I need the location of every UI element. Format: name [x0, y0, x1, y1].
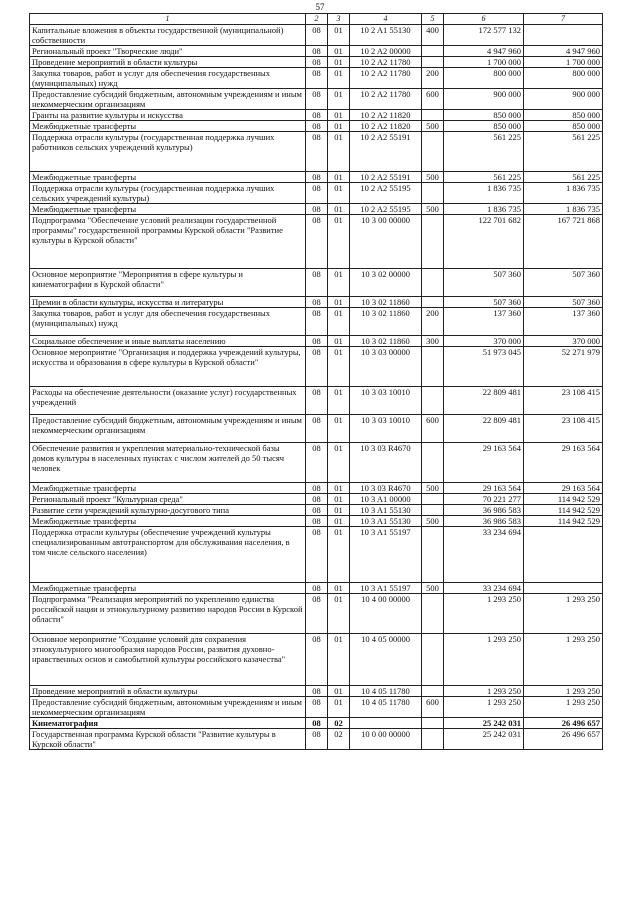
row-subsection: 01: [328, 68, 350, 89]
row-amount-2: 900 000: [524, 89, 603, 110]
row-section: 08: [306, 594, 328, 634]
row-name: Предоставление субсидий бюджетным, автономным учреждениям и иным некоммерческим организациям: [30, 415, 306, 443]
row-section: 08: [306, 527, 328, 583]
row-amount-2: 23 108 415: [524, 415, 603, 443]
row-section: 08: [306, 494, 328, 505]
table-row: [30, 308, 603, 336]
row-name: Обеспечение развития и укрепления материально-технической базы домов культуры в населенных пунктах с числом жителей до 50 тысяч человек: [30, 443, 306, 483]
row-amount-1: 1 836 735: [444, 204, 524, 215]
table-row: [30, 132, 603, 172]
row-amount-2: 137 360: [524, 308, 603, 336]
row-amount-1: 33 234 694: [444, 583, 524, 594]
row-name: Предоставление субсидий бюджетным, автономным учреждениям и иным некоммерческим организациям: [30, 89, 306, 110]
row-name: Межбюджетные трансферты: [30, 121, 306, 132]
row-subsection: 01: [328, 527, 350, 583]
col-header-target-article: 4: [350, 14, 422, 25]
row-expense-type: [422, 686, 444, 697]
row-section: 08: [306, 336, 328, 347]
row-name: Развитие сети учреждений культурно-досугового типа: [30, 505, 306, 516]
row-target-article: 10 3 03 10010: [350, 415, 422, 443]
row-section: 08: [306, 415, 328, 443]
row-amount-2: 507 360: [524, 297, 603, 308]
table-row: [30, 297, 603, 308]
table-row: [30, 415, 603, 443]
row-amount-1: 22 809 481: [444, 387, 524, 415]
table-row: [30, 729, 603, 750]
row-name: Межбюджетные трансферты: [30, 172, 306, 183]
row-amount-2: 370 000: [524, 336, 603, 347]
row-amount-2: 561 225: [524, 132, 603, 172]
col-header-amount-2: 7: [524, 14, 603, 25]
row-amount-1: 850 000: [444, 110, 524, 121]
row-subsection: 01: [328, 183, 350, 204]
row-expense-type: 600: [422, 89, 444, 110]
row-amount-2: 114 942 529: [524, 516, 603, 527]
row-expense-type: [422, 297, 444, 308]
row-amount-1: 1 700 000: [444, 57, 524, 68]
row-amount-2: 1 293 250: [524, 686, 603, 697]
row-expense-type: [422, 46, 444, 57]
row-name: Поддержка отрасли культуры (государственная поддержка лучших сельских учреждений культуры): [30, 183, 306, 204]
row-section: 08: [306, 172, 328, 183]
row-amount-1: 850 000: [444, 121, 524, 132]
row-amount-2: 507 360: [524, 269, 603, 297]
row-subsection: 01: [328, 505, 350, 516]
row-subsection: 01: [328, 110, 350, 121]
row-subsection: 02: [328, 718, 350, 729]
row-section: 08: [306, 204, 328, 215]
row-name: Расходы на обеспечение деятельности (оказание услуг) государственных учреждений: [30, 387, 306, 415]
row-target-article: 10 2 A2 11780: [350, 68, 422, 89]
row-subsection: 01: [328, 387, 350, 415]
row-subsection: 01: [328, 204, 350, 215]
row-amount-1: 22 809 481: [444, 415, 524, 443]
table-row: [30, 110, 603, 121]
row-target-article: 10 3 A1 55130: [350, 505, 422, 516]
row-amount-1: 507 360: [444, 297, 524, 308]
row-section: 08: [306, 347, 328, 387]
row-target-article: 10 2 A2 00000: [350, 46, 422, 57]
row-expense-type: [422, 594, 444, 634]
row-amount-1: 561 225: [444, 132, 524, 172]
row-expense-type: 500: [422, 483, 444, 494]
row-section: 08: [306, 583, 328, 594]
row-target-article: 10 3 A1 55197: [350, 583, 422, 594]
row-name: Государственная программа Курской области "Развитие культуры в Курской области": [30, 729, 306, 750]
col-header-section: 2: [306, 14, 328, 25]
row-expense-type: 500: [422, 172, 444, 183]
table-row: [30, 718, 603, 729]
row-amount-1: 137 360: [444, 308, 524, 336]
row-amount-2: 850 000: [524, 110, 603, 121]
table-row: [30, 269, 603, 297]
row-section: 08: [306, 215, 328, 269]
row-target-article: 10 2 A2 55195: [350, 183, 422, 204]
row-target-article: 10 3 02 00000: [350, 269, 422, 297]
row-subsection: 01: [328, 583, 350, 594]
row-name: Подпрограмма "Реализация мероприятий по укреплению единства российской нации и этнокультурному развитию народов России в Курской области": [30, 594, 306, 634]
row-name: Поддержка отрасли культуры (обеспечение учреждений культуры специализированным автотранспортом для обслуживания населения, в том числе сельского населения): [30, 527, 306, 583]
row-target-article: 10 3 02 11860: [350, 297, 422, 308]
row-name: Закупка товаров, работ и услуг для обеспечения государственных (муниципальных) нужд: [30, 308, 306, 336]
col-header-expense-type: 5: [422, 14, 444, 25]
row-name: Капитальные вложения в объекты государственной (муниципальной) собственности: [30, 25, 306, 46]
row-amount-2: 26 496 657: [524, 729, 603, 750]
row-name: Межбюджетные трансферты: [30, 583, 306, 594]
row-amount-2: 1 700 000: [524, 57, 603, 68]
table-row: [30, 594, 603, 634]
row-amount-2: [524, 527, 603, 583]
table-row: [30, 46, 603, 57]
row-target-article: 10 3 03 10010: [350, 387, 422, 415]
row-subsection: 01: [328, 594, 350, 634]
table-row: [30, 583, 603, 594]
row-subsection: 01: [328, 89, 350, 110]
row-amount-2: 114 942 529: [524, 494, 603, 505]
row-amount-1: 36 986 583: [444, 516, 524, 527]
table-row: [30, 172, 603, 183]
row-section: 08: [306, 634, 328, 686]
row-subsection: 01: [328, 121, 350, 132]
row-subsection: 01: [328, 415, 350, 443]
row-amount-1: 51 973 045: [444, 347, 524, 387]
row-expense-type: [422, 110, 444, 121]
row-subsection: 01: [328, 347, 350, 387]
row-amount-1: 29 163 564: [444, 483, 524, 494]
row-subsection: 01: [328, 132, 350, 172]
row-subsection: 01: [328, 494, 350, 505]
row-target-article: 10 3 03 R4670: [350, 443, 422, 483]
row-name: Гранты на развитие культуры и искусства: [30, 110, 306, 121]
row-section: 08: [306, 718, 328, 729]
row-expense-type: 600: [422, 415, 444, 443]
row-amount-1: 507 360: [444, 269, 524, 297]
row-target-article: 10 3 A1 55130: [350, 516, 422, 527]
row-target-article: 10 3 03 00000: [350, 347, 422, 387]
row-subsection: 01: [328, 46, 350, 57]
row-target-article: 10 4 05 11780: [350, 686, 422, 697]
row-amount-1: 1 293 250: [444, 594, 524, 634]
row-amount-1: 1 293 250: [444, 686, 524, 697]
row-target-article: 10 3 00 00000: [350, 215, 422, 269]
row-expense-type: [422, 347, 444, 387]
row-amount-1: 1 293 250: [444, 697, 524, 718]
row-name: Проведение мероприятий в области культуры: [30, 686, 306, 697]
row-target-article: 10 4 05 00000: [350, 634, 422, 686]
row-section: 08: [306, 46, 328, 57]
budget-table: [29, 13, 603, 750]
row-expense-type: [422, 634, 444, 686]
table-row: [30, 697, 603, 718]
row-amount-2: 52 271 979: [524, 347, 603, 387]
row-subsection: 01: [328, 686, 350, 697]
row-amount-2: 1 293 250: [524, 634, 603, 686]
row-section: 08: [306, 686, 328, 697]
row-section: 08: [306, 57, 328, 68]
table-row: [30, 387, 603, 415]
row-expense-type: 500: [422, 516, 444, 527]
table-row: [30, 483, 603, 494]
row-amount-1: 172 577 132: [444, 25, 524, 46]
table-row: [30, 183, 603, 204]
row-section: 08: [306, 269, 328, 297]
row-expense-type: [422, 718, 444, 729]
table-row: [30, 25, 603, 46]
row-section: 08: [306, 387, 328, 415]
row-amount-2: 167 721 868: [524, 215, 603, 269]
row-amount-2: [524, 25, 603, 46]
table-row: [30, 215, 603, 269]
row-amount-2: [524, 583, 603, 594]
row-section: 08: [306, 729, 328, 750]
table-row: [30, 347, 603, 387]
table-row: [30, 634, 603, 686]
row-name: Основное мероприятие "Мероприятия в сфере культуры и кинематографии в Курской области": [30, 269, 306, 297]
row-name: Поддержка отрасли культуры (государственная поддержка лучших работников сельских учреждений культуры): [30, 132, 306, 172]
row-target-article: [350, 718, 422, 729]
row-expense-type: [422, 183, 444, 204]
row-amount-1: 561 225: [444, 172, 524, 183]
row-section: 08: [306, 89, 328, 110]
table-header-row: [30, 14, 603, 25]
row-expense-type: 200: [422, 68, 444, 89]
row-subsection: 01: [328, 269, 350, 297]
row-subsection: 01: [328, 634, 350, 686]
row-target-article: 10 3 A1 00000: [350, 494, 422, 505]
table-row: [30, 443, 603, 483]
row-section: 08: [306, 68, 328, 89]
row-amount-2: 1 836 735: [524, 183, 603, 204]
table-row: [30, 68, 603, 89]
row-target-article: 10 2 A1 55130: [350, 25, 422, 46]
row-section: 08: [306, 110, 328, 121]
row-name: Предоставление субсидий бюджетным, автономным учреждениям и иным некоммерческим организациям: [30, 697, 306, 718]
row-expense-type: [422, 443, 444, 483]
col-header-name: 1: [30, 14, 306, 25]
row-amount-2: 850 000: [524, 121, 603, 132]
row-name: Социальное обеспечение и иные выплаты населению: [30, 336, 306, 347]
table-row: [30, 505, 603, 516]
row-amount-2: 114 942 529: [524, 505, 603, 516]
row-section: 08: [306, 443, 328, 483]
row-subsection: 01: [328, 336, 350, 347]
row-target-article: 10 3 A1 55197: [350, 527, 422, 583]
row-target-article: 10 3 02 11860: [350, 336, 422, 347]
table-row: [30, 527, 603, 583]
row-section: 08: [306, 297, 328, 308]
row-section: 08: [306, 483, 328, 494]
table-row: [30, 686, 603, 697]
row-expense-type: [422, 527, 444, 583]
row-amount-1: 25 242 031: [444, 718, 524, 729]
table-row: [30, 57, 603, 68]
table-row: [30, 89, 603, 110]
row-amount-1: 122 701 682: [444, 215, 524, 269]
row-amount-1: 800 000: [444, 68, 524, 89]
row-subsection: 01: [328, 308, 350, 336]
row-amount-2: 1 836 735: [524, 204, 603, 215]
row-name: Премии в области культуры, искусства и литературы: [30, 297, 306, 308]
row-name: Основное мероприятие "Организация и поддержка учреждений культуры, искусства и образования в сфере культуры в Курской области": [30, 347, 306, 387]
row-section: 08: [306, 697, 328, 718]
row-expense-type: [422, 132, 444, 172]
row-section: 08: [306, 132, 328, 172]
row-name: Кинематография: [30, 718, 306, 729]
row-name: Проведение мероприятий в области культуры: [30, 57, 306, 68]
row-amount-2: 26 496 657: [524, 718, 603, 729]
row-name: Межбюджетные трансферты: [30, 516, 306, 527]
row-name: Межбюджетные трансферты: [30, 483, 306, 494]
row-amount-2: 4 947 960: [524, 46, 603, 57]
row-target-article: 10 2 A2 11820: [350, 121, 422, 132]
page-number: 57: [315, 2, 325, 12]
row-amount-2: 800 000: [524, 68, 603, 89]
row-name: Региональный проект "Культурная среда": [30, 494, 306, 505]
row-subsection: 01: [328, 483, 350, 494]
table-row: [30, 121, 603, 132]
row-target-article: 10 3 02 11860: [350, 308, 422, 336]
row-amount-1: 4 947 960: [444, 46, 524, 57]
table-row: [30, 204, 603, 215]
row-target-article: 10 2 A2 11820: [350, 110, 422, 121]
row-amount-1: 370 000: [444, 336, 524, 347]
row-amount-2: 23 108 415: [524, 387, 603, 415]
row-amount-2: 29 163 564: [524, 443, 603, 483]
row-subsection: 01: [328, 172, 350, 183]
row-amount-1: 70 221 277: [444, 494, 524, 505]
row-amount-2: 1 293 250: [524, 697, 603, 718]
row-target-article: 10 2 A2 55191: [350, 132, 422, 172]
row-section: 08: [306, 505, 328, 516]
row-target-article: 10 3 03 R4670: [350, 483, 422, 494]
row-expense-type: 500: [422, 583, 444, 594]
col-header-amount-1: 6: [444, 14, 524, 25]
row-target-article: 10 4 00 00000: [350, 594, 422, 634]
row-amount-1: 36 986 583: [444, 505, 524, 516]
row-target-article: 10 2 A2 11780: [350, 89, 422, 110]
row-expense-type: 200: [422, 308, 444, 336]
row-amount-1: 29 163 564: [444, 443, 524, 483]
row-expense-type: [422, 505, 444, 516]
row-subsection: 01: [328, 57, 350, 68]
row-name: Подпрограмма "Обеспечение условий реализации государственной программы" государственной программы Курской области "Развитие культуры в Курской области": [30, 215, 306, 269]
row-expense-type: [422, 494, 444, 505]
row-section: 08: [306, 121, 328, 132]
row-amount-1: 33 234 694: [444, 527, 524, 583]
row-subsection: 01: [328, 697, 350, 718]
row-subsection: 02: [328, 729, 350, 750]
row-target-article: 10 0 00 00000: [350, 729, 422, 750]
row-expense-type: [422, 57, 444, 68]
row-expense-type: [422, 729, 444, 750]
row-section: 08: [306, 25, 328, 46]
row-expense-type: 400: [422, 25, 444, 46]
row-target-article: 10 2 A2 11780: [350, 57, 422, 68]
row-name: Региональный проект "Творческие люди": [30, 46, 306, 57]
table-row: [30, 336, 603, 347]
row-subsection: 01: [328, 443, 350, 483]
table-row: [30, 516, 603, 527]
row-target-article: 10 4 05 11780: [350, 697, 422, 718]
row-section: 08: [306, 516, 328, 527]
row-subsection: 01: [328, 516, 350, 527]
row-subsection: 01: [328, 25, 350, 46]
row-amount-1: 25 242 031: [444, 729, 524, 750]
row-amount-1: 1 836 735: [444, 183, 524, 204]
row-subsection: 01: [328, 297, 350, 308]
row-expense-type: [422, 215, 444, 269]
col-header-subsection: 3: [328, 14, 350, 25]
row-target-article: 10 2 A2 55191: [350, 172, 422, 183]
row-expense-type: [422, 269, 444, 297]
row-expense-type: 500: [422, 204, 444, 215]
row-amount-1: 1 293 250: [444, 634, 524, 686]
row-amount-2: 561 225: [524, 172, 603, 183]
row-amount-1: 900 000: [444, 89, 524, 110]
row-name: Закупка товаров, работ и услуг для обеспечения государственных (муниципальных) нужд: [30, 68, 306, 89]
row-amount-2: 1 293 250: [524, 594, 603, 634]
table-row: [30, 494, 603, 505]
row-name: Основное мероприятие "Создание условий для сохранения этнокультурного многообразия народов России, развития духовно-нравственных основ и самобытной культуры российского казачества": [30, 634, 306, 686]
row-name: Межбюджетные трансферты: [30, 204, 306, 215]
row-section: 08: [306, 183, 328, 204]
row-expense-type: 600: [422, 697, 444, 718]
row-target-article: 10 2 A2 55195: [350, 204, 422, 215]
row-expense-type: [422, 387, 444, 415]
row-amount-2: 29 163 564: [524, 483, 603, 494]
row-expense-type: 300: [422, 336, 444, 347]
row-subsection: 01: [328, 215, 350, 269]
row-section: 08: [306, 308, 328, 336]
row-expense-type: 500: [422, 121, 444, 132]
